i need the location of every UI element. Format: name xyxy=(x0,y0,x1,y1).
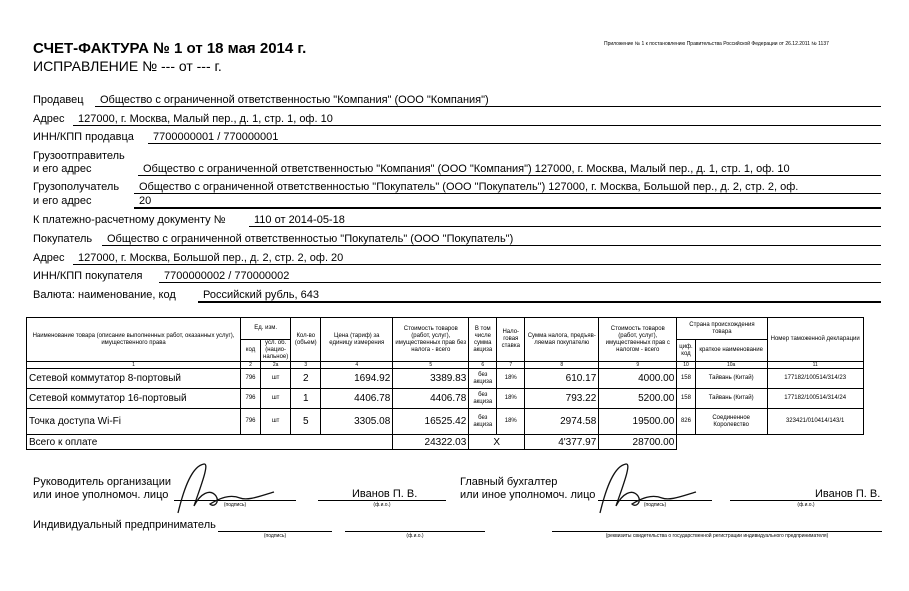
entrepreneur-sign-line xyxy=(218,531,332,532)
currency-value: Российский рубль, 643 xyxy=(203,289,319,301)
entrepreneur-sign-caption: (подпись) xyxy=(263,533,287,539)
seller-inn-underline xyxy=(148,143,881,144)
total-row xyxy=(27,435,864,450)
currency-label: Валюта: наименование, код xyxy=(33,289,176,301)
item-excise: без акциза xyxy=(469,389,497,409)
buyer-label: Покупатель xyxy=(33,233,93,245)
total-excise-x: X xyxy=(469,435,525,450)
header-qty: Кол-во (объем) xyxy=(291,318,321,362)
buyer-inn-value: 7700000002 / 770000002 xyxy=(164,270,290,282)
buyer-address-value: 127000, г. Москва, Большой пер., д. 2, стр. 2, оф. 20 xyxy=(78,252,344,264)
item-rate: 18% xyxy=(497,409,525,435)
table-row xyxy=(27,369,864,389)
item-cost: 3389.83 xyxy=(393,369,469,389)
head-fio-caption: (ф.и.о.) xyxy=(373,502,391,508)
currency-underline xyxy=(198,301,881,303)
item-qty: 5 xyxy=(291,409,321,435)
seller-label: Продавец xyxy=(33,94,84,106)
item-unit: шт xyxy=(261,369,291,389)
consignee-label-1: Грузополучатель xyxy=(33,181,120,193)
consignee-underline-2 xyxy=(134,207,881,209)
item-price: 1694.92 xyxy=(321,369,393,389)
head-fio-line xyxy=(318,500,446,501)
item-tax: 610.17 xyxy=(525,369,599,389)
invoice-title: СЧЕТ-ФАКТУРА № 1 от 18 мая 2014 г. xyxy=(33,40,307,57)
head-label-2: или иное уполномоч. лицо xyxy=(33,489,169,501)
accountant-sign-caption: (подпись) xyxy=(643,502,667,508)
item-rate: 18% xyxy=(497,369,525,389)
header-unit: Ед. изм. xyxy=(241,318,291,340)
item-excise: без акциза xyxy=(469,369,497,389)
header-tax: Сумма налога, предъяв-ляемая покупателю xyxy=(525,318,599,362)
header-country-name: краткое наименование xyxy=(695,340,767,362)
shipper-label-2: и его адрес xyxy=(33,163,92,175)
seller-value: Общество с ограниченной ответственностью "Компания" (ООО "Компания") xyxy=(100,94,489,106)
buyer-inn-underline xyxy=(159,282,881,283)
column-number: 7 xyxy=(497,362,525,369)
item-total: 5200.00 xyxy=(599,389,677,409)
item-country-code: 158 xyxy=(677,369,695,389)
item-unit-code: 796 xyxy=(241,389,261,409)
buyer-address-underline xyxy=(73,264,881,265)
item-qty: 2 xyxy=(291,369,321,389)
column-number: 9 xyxy=(599,362,677,369)
item-name: Сетевой коммутатор 16-портовый xyxy=(27,389,241,409)
item-country: Тайвань (Китай) xyxy=(695,389,767,409)
item-rate: 18% xyxy=(497,389,525,409)
buyer-inn-label: ИНН/КПП покупателя xyxy=(33,270,143,282)
item-country-code: 158 xyxy=(677,389,695,409)
total-sum: 28700.00 xyxy=(599,435,677,450)
item-country-code: 826 xyxy=(677,409,695,435)
item-name: Точка доступа Wi-Fi xyxy=(27,409,241,435)
entrepreneur-label: Индивидуальный предприниматель xyxy=(33,519,216,531)
column-number: 1 xyxy=(27,362,241,369)
total-cost: 24322.03 xyxy=(393,435,469,450)
header-country-code: циф. код xyxy=(677,340,695,362)
seller-address-value: 127000, г. Москва, Малый пер., д. 1, стр. 1, оф. 10 xyxy=(78,113,333,125)
header-customs: Номер таможенной декларации xyxy=(767,318,863,362)
item-country: Соединенное Королевство xyxy=(695,409,767,435)
item-cost: 4406.78 xyxy=(393,389,469,409)
entrepreneur-fio-line xyxy=(345,531,485,532)
column-number: 5 xyxy=(393,362,469,369)
header-excise: В том числе сумма акциза xyxy=(469,318,497,362)
accountant-fio-caption: (ф.и.о.) xyxy=(797,502,815,508)
head-signature-scrawl-icon xyxy=(170,458,280,518)
seller-inn-value: 7700000001 / 770000001 xyxy=(153,131,279,143)
header-country: Страна происхождения товара xyxy=(677,318,767,340)
column-number: 3 xyxy=(291,362,321,369)
column-number: 2а xyxy=(261,362,291,369)
item-price: 3305.08 xyxy=(321,409,393,435)
payment-doc-label: К платежно-расчетному документу № xyxy=(33,214,226,226)
correction-line: ИСПРАВЛЕНИЕ № --- от --- г. xyxy=(33,58,222,74)
seller-inn-label: ИНН/КПП продавца xyxy=(33,131,134,143)
accountant-name: Иванов П. В. xyxy=(815,488,881,500)
item-declaration: 177182/100514/314/24 xyxy=(767,389,863,409)
column-number: 6 xyxy=(469,362,497,369)
accountant-label-1: Главный бухгалтер xyxy=(460,476,558,488)
column-number: 11 xyxy=(767,362,863,369)
header-price: Цена (тариф) за единицу измерения xyxy=(321,318,393,362)
item-tax: 2974.58 xyxy=(525,409,599,435)
total-label: Всего к оплате xyxy=(27,435,393,450)
entrepreneur-fio-caption: (ф.и.о.) xyxy=(406,533,424,539)
items-table xyxy=(26,317,864,450)
item-declaration: 323421/010414/143/1 xyxy=(767,409,863,435)
item-price: 4406.78 xyxy=(321,389,393,409)
item-unit: шт xyxy=(261,409,291,435)
column-number: 2 xyxy=(241,362,261,369)
seller-address-underline xyxy=(73,125,881,126)
column-number: 10 xyxy=(677,362,695,369)
item-unit-code: 796 xyxy=(241,369,261,389)
total-tax: 4'377.97 xyxy=(525,435,599,450)
column-number: 10а xyxy=(695,362,767,369)
accountant-signature-scrawl-icon xyxy=(592,458,702,518)
column-numbers-row xyxy=(27,362,864,369)
head-name: Иванов П. В. xyxy=(352,488,418,500)
item-qty: 1 xyxy=(291,389,321,409)
header-rate: Нало-говая ставка xyxy=(497,318,525,362)
item-cost: 16525.42 xyxy=(393,409,469,435)
header-unit-sym: усл. об. (нацио-нальное) xyxy=(261,340,291,362)
item-total: 19500.00 xyxy=(599,409,677,435)
header-cost-tax: Стоимость товаров (работ, услуг), имущественных прав с налогом - всего xyxy=(599,318,677,362)
seller-underline xyxy=(95,106,881,107)
consignee-label-2: и его адрес xyxy=(33,195,92,207)
consignee-value-2: 20 xyxy=(139,195,152,207)
buyer-address-label: Адрес xyxy=(33,252,65,264)
header-cost-no-tax: Стоимость товаров (работ, услуг), имущественных прав без налога - всего xyxy=(393,318,469,362)
consignee-underline-1 xyxy=(134,193,881,194)
item-excise: без акциза xyxy=(469,409,497,435)
item-total: 4000.00 xyxy=(599,369,677,389)
entrepreneur-reg-line xyxy=(552,531,882,532)
accountant-fio-line xyxy=(730,500,882,501)
column-number: 8 xyxy=(525,362,599,369)
column-number: 4 xyxy=(321,362,393,369)
item-name: Сетевой коммутатор 8-портовый xyxy=(27,369,241,389)
seller-address-label: Адрес xyxy=(33,113,65,125)
item-unit-code: 796 xyxy=(241,409,261,435)
entrepreneur-reg-caption: (реквизиты свидетельства о государственной регистрации индивидуального предпринимателя) xyxy=(605,533,829,539)
item-tax: 793.22 xyxy=(525,389,599,409)
header-unit-code: код xyxy=(241,340,261,362)
appendix-note: Приложение № 1 к постановлению Правительства Российской Федерации от 26.12.2011 № 1137 xyxy=(604,41,829,47)
head-label-1: Руководитель организации xyxy=(33,476,172,488)
buyer-value: Общество с ограниченной ответственностью "Покупатель" (ООО "Покупатель") xyxy=(107,233,514,245)
accountant-label-2: или иное уполномоч. лицо xyxy=(460,489,596,501)
buyer-underline xyxy=(102,245,881,246)
item-country: Тайвань (Китай) xyxy=(695,369,767,389)
shipper-label-1: Грузоотправитель xyxy=(33,150,125,162)
payment-doc-value: 110 от 2014-05-18 xyxy=(254,214,345,226)
table-row xyxy=(27,409,864,435)
item-declaration: 177182/100514/314/23 xyxy=(767,369,863,389)
total-empty xyxy=(677,435,863,450)
consignee-value-1: Общество с ограниченной ответственностью "Покупатель" (ООО "Покупатель") 127000, г. Москва, Большой пер., д. 2, стр. 2, оф. xyxy=(139,181,799,193)
head-sign-caption: (подпись) xyxy=(223,502,247,508)
header-name: Наименование товара (описание выполненных работ, оказанных услуг), имущественного права xyxy=(27,318,241,362)
shipper-value: Общество с ограниченной ответственностью "Компания" (ООО "Компания") 127000, г. Москва, Малый пер., д. 1, стр. 1, оф. 10 xyxy=(143,163,790,175)
table-row xyxy=(27,389,864,409)
item-unit: шт xyxy=(261,389,291,409)
shipper-underline xyxy=(138,175,881,176)
payment-doc-underline xyxy=(249,226,881,227)
